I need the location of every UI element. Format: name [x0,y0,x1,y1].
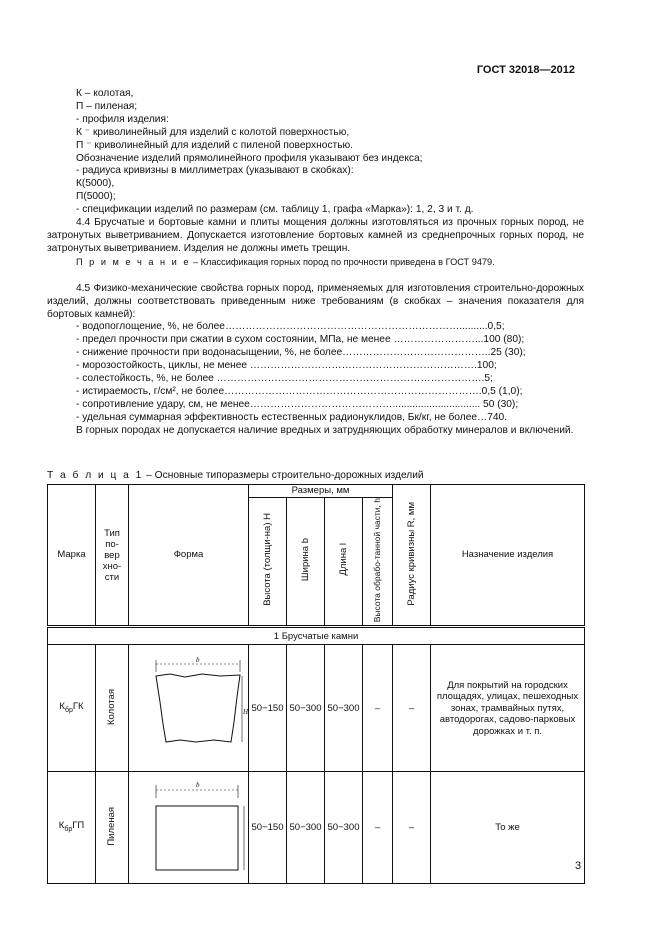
svg-text:H: H [242,707,248,716]
cell-marka: $К_{бр}ГК$ [48,645,96,772]
requirement-line: - солестойкость, %, не более …………………………………………………………………….5; [76,373,493,385]
header-tip-line: сти [104,571,120,583]
standard-number: ГОСТ 32018—2012 [476,64,575,76]
cell-width: 50−300 [287,645,325,772]
cell-length: 50−300 [325,772,363,884]
cell-forma [129,645,249,772]
cell-purpose: То же [431,772,585,884]
requirement-line: - истираемость, г/см², не более………………………………………………………………….0,5 (1,0); [76,385,523,397]
note-text: – Классификация горных пород по прочности приведена в ГОСТ 9479. [190,256,495,267]
header-tip-line: Тип [104,527,120,539]
text-line: П(5000); [76,191,116,203]
header-tip [96,485,129,627]
text-line: П – пиленая; [76,100,138,112]
header-length [325,497,363,627]
page-number: 3 [575,860,582,872]
table-caption-text: – Основные типоразмеры строительно-дорожных изделий [143,470,424,481]
cell-h: – [363,772,393,884]
requirement-line: - морозостойкость, циклы, не менее ………………………………………………………….100; [76,360,497,372]
header-naznachenie: Назначение изделия [431,485,585,627]
split-stone-drawing [130,652,248,762]
text-line: - спецификации изделий по размерам (см. таблицу 1, графа «Марка»): 1, 2, 3 и т. д. [76,204,474,216]
header-radius [393,485,431,627]
text-line: Обозначение изделий прямолинейного профиля указывают без индекса; [76,152,423,164]
table-caption [47,470,424,481]
cell-tip-text: Колотая [106,688,118,725]
table-row [48,645,585,772]
table-row [48,772,585,884]
cell-tip [96,772,129,884]
body-text [47,88,584,438]
requirement-line: - сопротивление удару, см, не менее……………………………………............................... 50 (30); [76,398,519,410]
header-width [287,497,325,627]
requirement-line: - удельная суммарная эффективность естественных радионуклидов, Бк/кг, не более…740. [76,411,508,423]
section-title: 1 Брусчатые камни [48,627,585,645]
cell-purpose: Для покрытий на городских площадях, улицах, пешеходных зонах, трамвайных путях, автодорогах, садово-парковых дорожках и т. п. [431,645,585,772]
requirement-line: - предел прочности при сжатии в сухом состоянии, МПа, не менее ……………………...100 (80); [76,334,525,346]
cell-height: 50−150 [249,772,287,884]
header-length-text: Длина l [337,543,349,576]
cell-tip [96,645,129,772]
text-line: К(5000), [76,178,115,190]
note [47,256,584,269]
header-h-obr [363,497,393,627]
paragraph-4-4: 4.4 Брусчатые и бортовые камни и плиты мощения должны изготовляться из прочных горных пород, не затронутых выветриванием. Допускается изготовление бортовых камней из среднепрочных горных пород, не затронутых выветриванием. Изделия не должны иметь трещин. [47,217,584,254]
cell-height: 50−150 [249,645,287,772]
text-line: П ⁻ криволинейный для изделий с пиленой поверхностью. [76,139,353,151]
text-line: К – колотая, [76,88,134,99]
svg-text:b: b [195,655,199,664]
header-tip-line: хно- [102,560,122,572]
text-line: - радиуса кривизны в миллиметрах (указывают в скобках): [76,165,354,177]
header-tip-line: вер [104,549,120,561]
text-line: - профиля изделия: [76,113,169,125]
header-tip-line: по- [105,538,119,550]
cell-radius: – [393,645,431,772]
requirement-line: - снижение прочности при водонасыщении, %, не более……………………………………..25 (30); [76,347,526,359]
table-caption-label: Т а б л и ц а 1 [47,470,144,481]
header-forma: Форма [129,485,249,627]
note-label: П р и м е ч а н и е [76,256,191,267]
cell-length: 50−300 [325,645,363,772]
cell-forma [129,772,249,884]
cell-width: 50−300 [287,772,325,884]
header-width-text: Ширина b [299,538,311,582]
text-line: К ⁻ криволинейный для изделий с колотой поверхностью, [76,126,350,138]
paragraph-4-5: 4.5 Физико-механические свойства горных пород, применяемых для изготовления строительно-дорожных изделий, должны соответствовать приведенным ниже требованиям (в скобках – значения показателя для бортовых камней): [47,282,584,320]
cell-h: – [363,645,393,772]
header-height-text: Высота (толщи-на) H [261,513,273,607]
cell-marka: $К_{бр}ГП$ [48,772,96,884]
header-h-obr-text: Высота обрабо-танной части, h [371,497,382,622]
header-marka: Марка [48,485,96,627]
header-height [249,497,287,627]
header-razmery: Размеры, мм [249,485,393,498]
cell-tip-text: Пиленая [106,806,118,846]
cell-radius: – [393,772,431,884]
requirement-line: - водопоглощение, %, не более……………………………………………………………..........0,5; [76,321,505,333]
paragraph-last: В горных породах не допускается наличие вредных и затрудняющих обработку минералов и включений. [76,424,574,436]
svg-text:b: b [195,781,199,790]
sawn-stone-drawing [130,776,248,876]
sizes-table [47,484,585,884]
header-radius-text: Радиус кривизны R, мм [405,501,417,606]
